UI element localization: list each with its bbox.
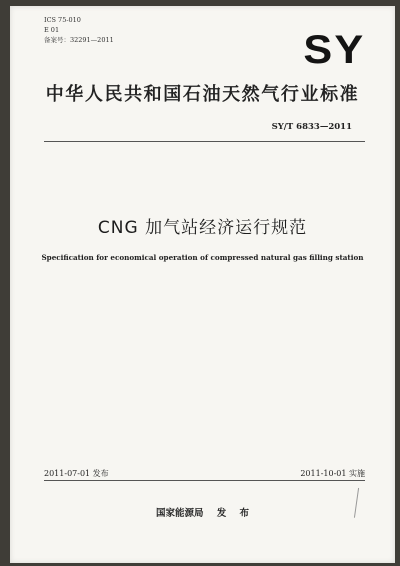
- bottom-divider: [44, 480, 365, 481]
- document-title-english: Specification for economical operation of compressed natural gas filling station: [41, 253, 364, 262]
- ccs-code: E 01: [44, 26, 60, 34]
- issuing-authority: 国家能源局 发 布: [155, 508, 250, 519]
- sy-logo: SY: [303, 28, 365, 72]
- filing-number: 备案号：32291—2011: [44, 36, 114, 44]
- implementation-date: 2011-10-01 实施: [300, 469, 365, 478]
- standard-cover-page: [10, 6, 395, 563]
- publish-date: 2011-07-01 发布: [44, 469, 109, 478]
- document-title-chinese: CNG 加气站经济运行规范: [97, 218, 308, 238]
- issuing-standard-type: 中华人民共和国石油天然气行业标准: [45, 84, 360, 105]
- ics-code: ICS 75-010: [44, 16, 81, 24]
- top-divider: [44, 141, 365, 142]
- standard-number: SY/T 6833—2011: [271, 122, 352, 132]
